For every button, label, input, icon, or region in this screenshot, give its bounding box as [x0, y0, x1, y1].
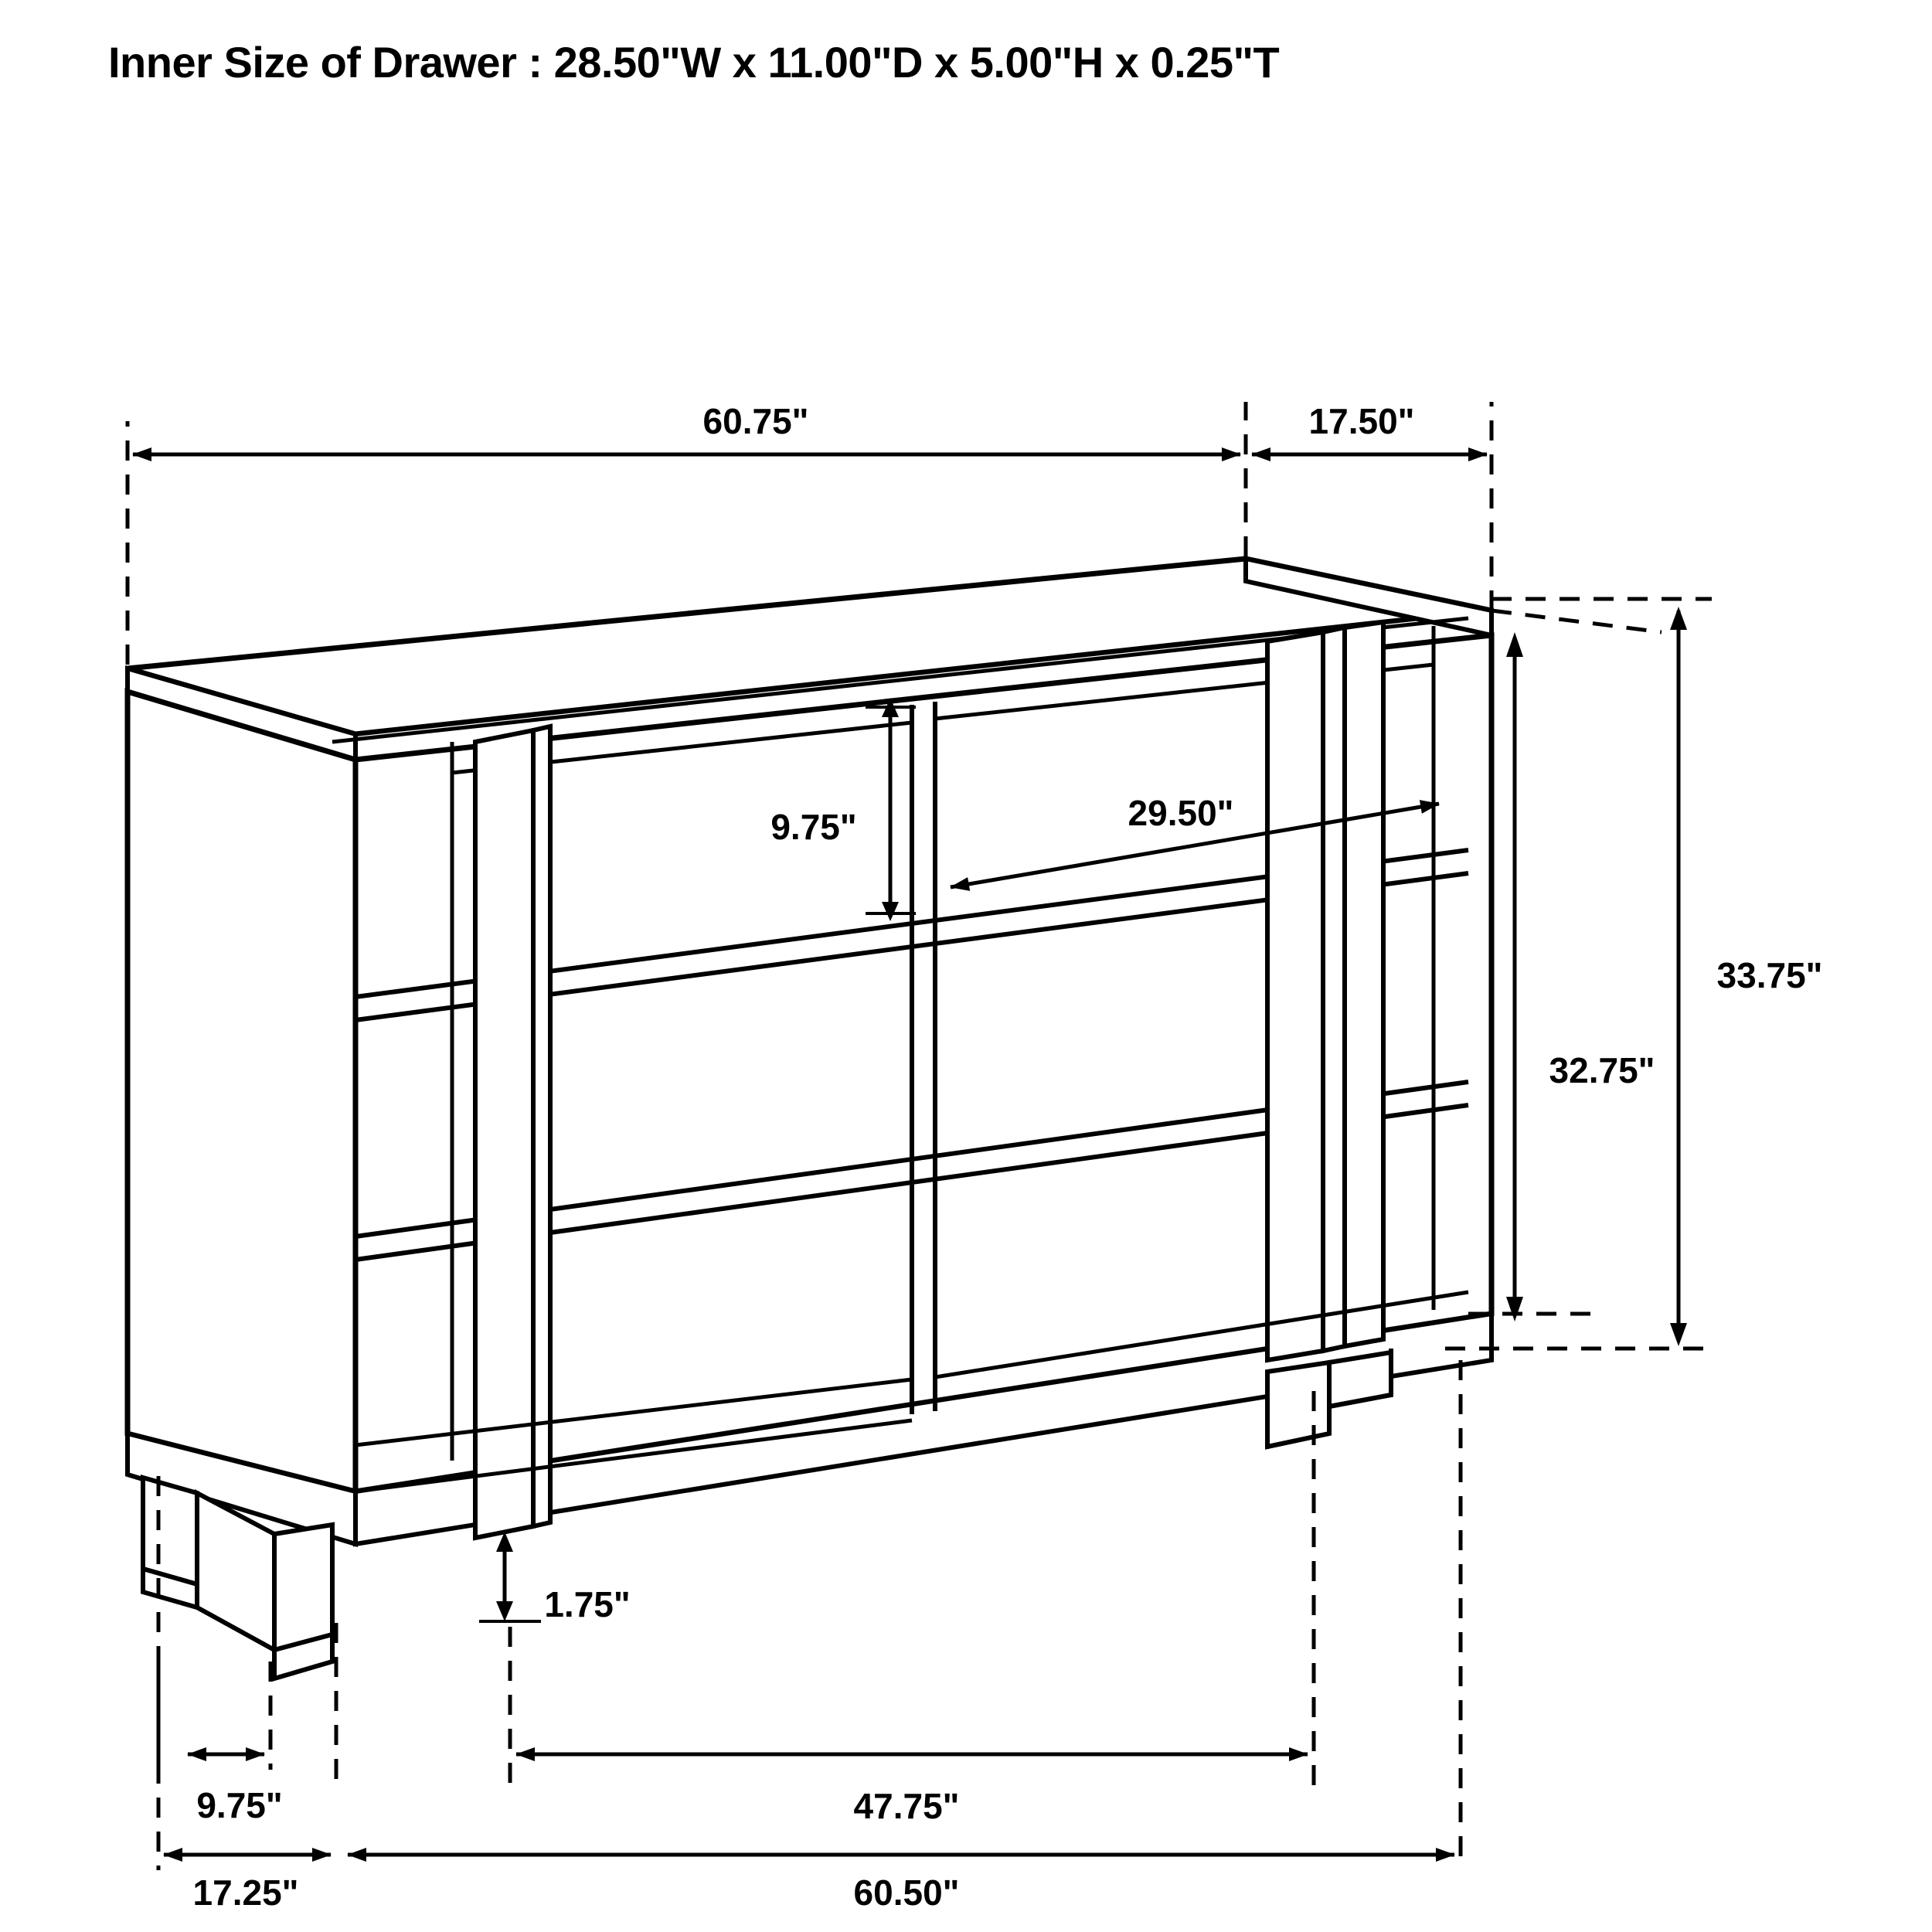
dimension-top-width: 60.75" [702, 401, 809, 441]
dimension-base-inner-width: 47.75" [853, 1786, 960, 1826]
dimension-top-depth: 17.50" [1308, 401, 1415, 441]
dimension-drawer-height: 9.75" [770, 807, 857, 847]
dimension-side-offset: 17.25" [192, 1872, 299, 1913]
dimension-foot-width: 9.75" [196, 1785, 283, 1825]
dimension-cabinet-height: 32.75" [1549, 1050, 1655, 1090]
page-title: Inner Size of Drawer : 28.50"W x 11.00"D x 5.00"H x 0.25"T [108, 38, 1280, 87]
dimension-base-width: 60.50" [853, 1872, 960, 1913]
dimension-plinth-height: 1.75" [544, 1584, 631, 1624]
dimension-drawer-width: 29.50" [1128, 793, 1234, 833]
dimension-overall-height: 33.75" [1716, 955, 1823, 995]
